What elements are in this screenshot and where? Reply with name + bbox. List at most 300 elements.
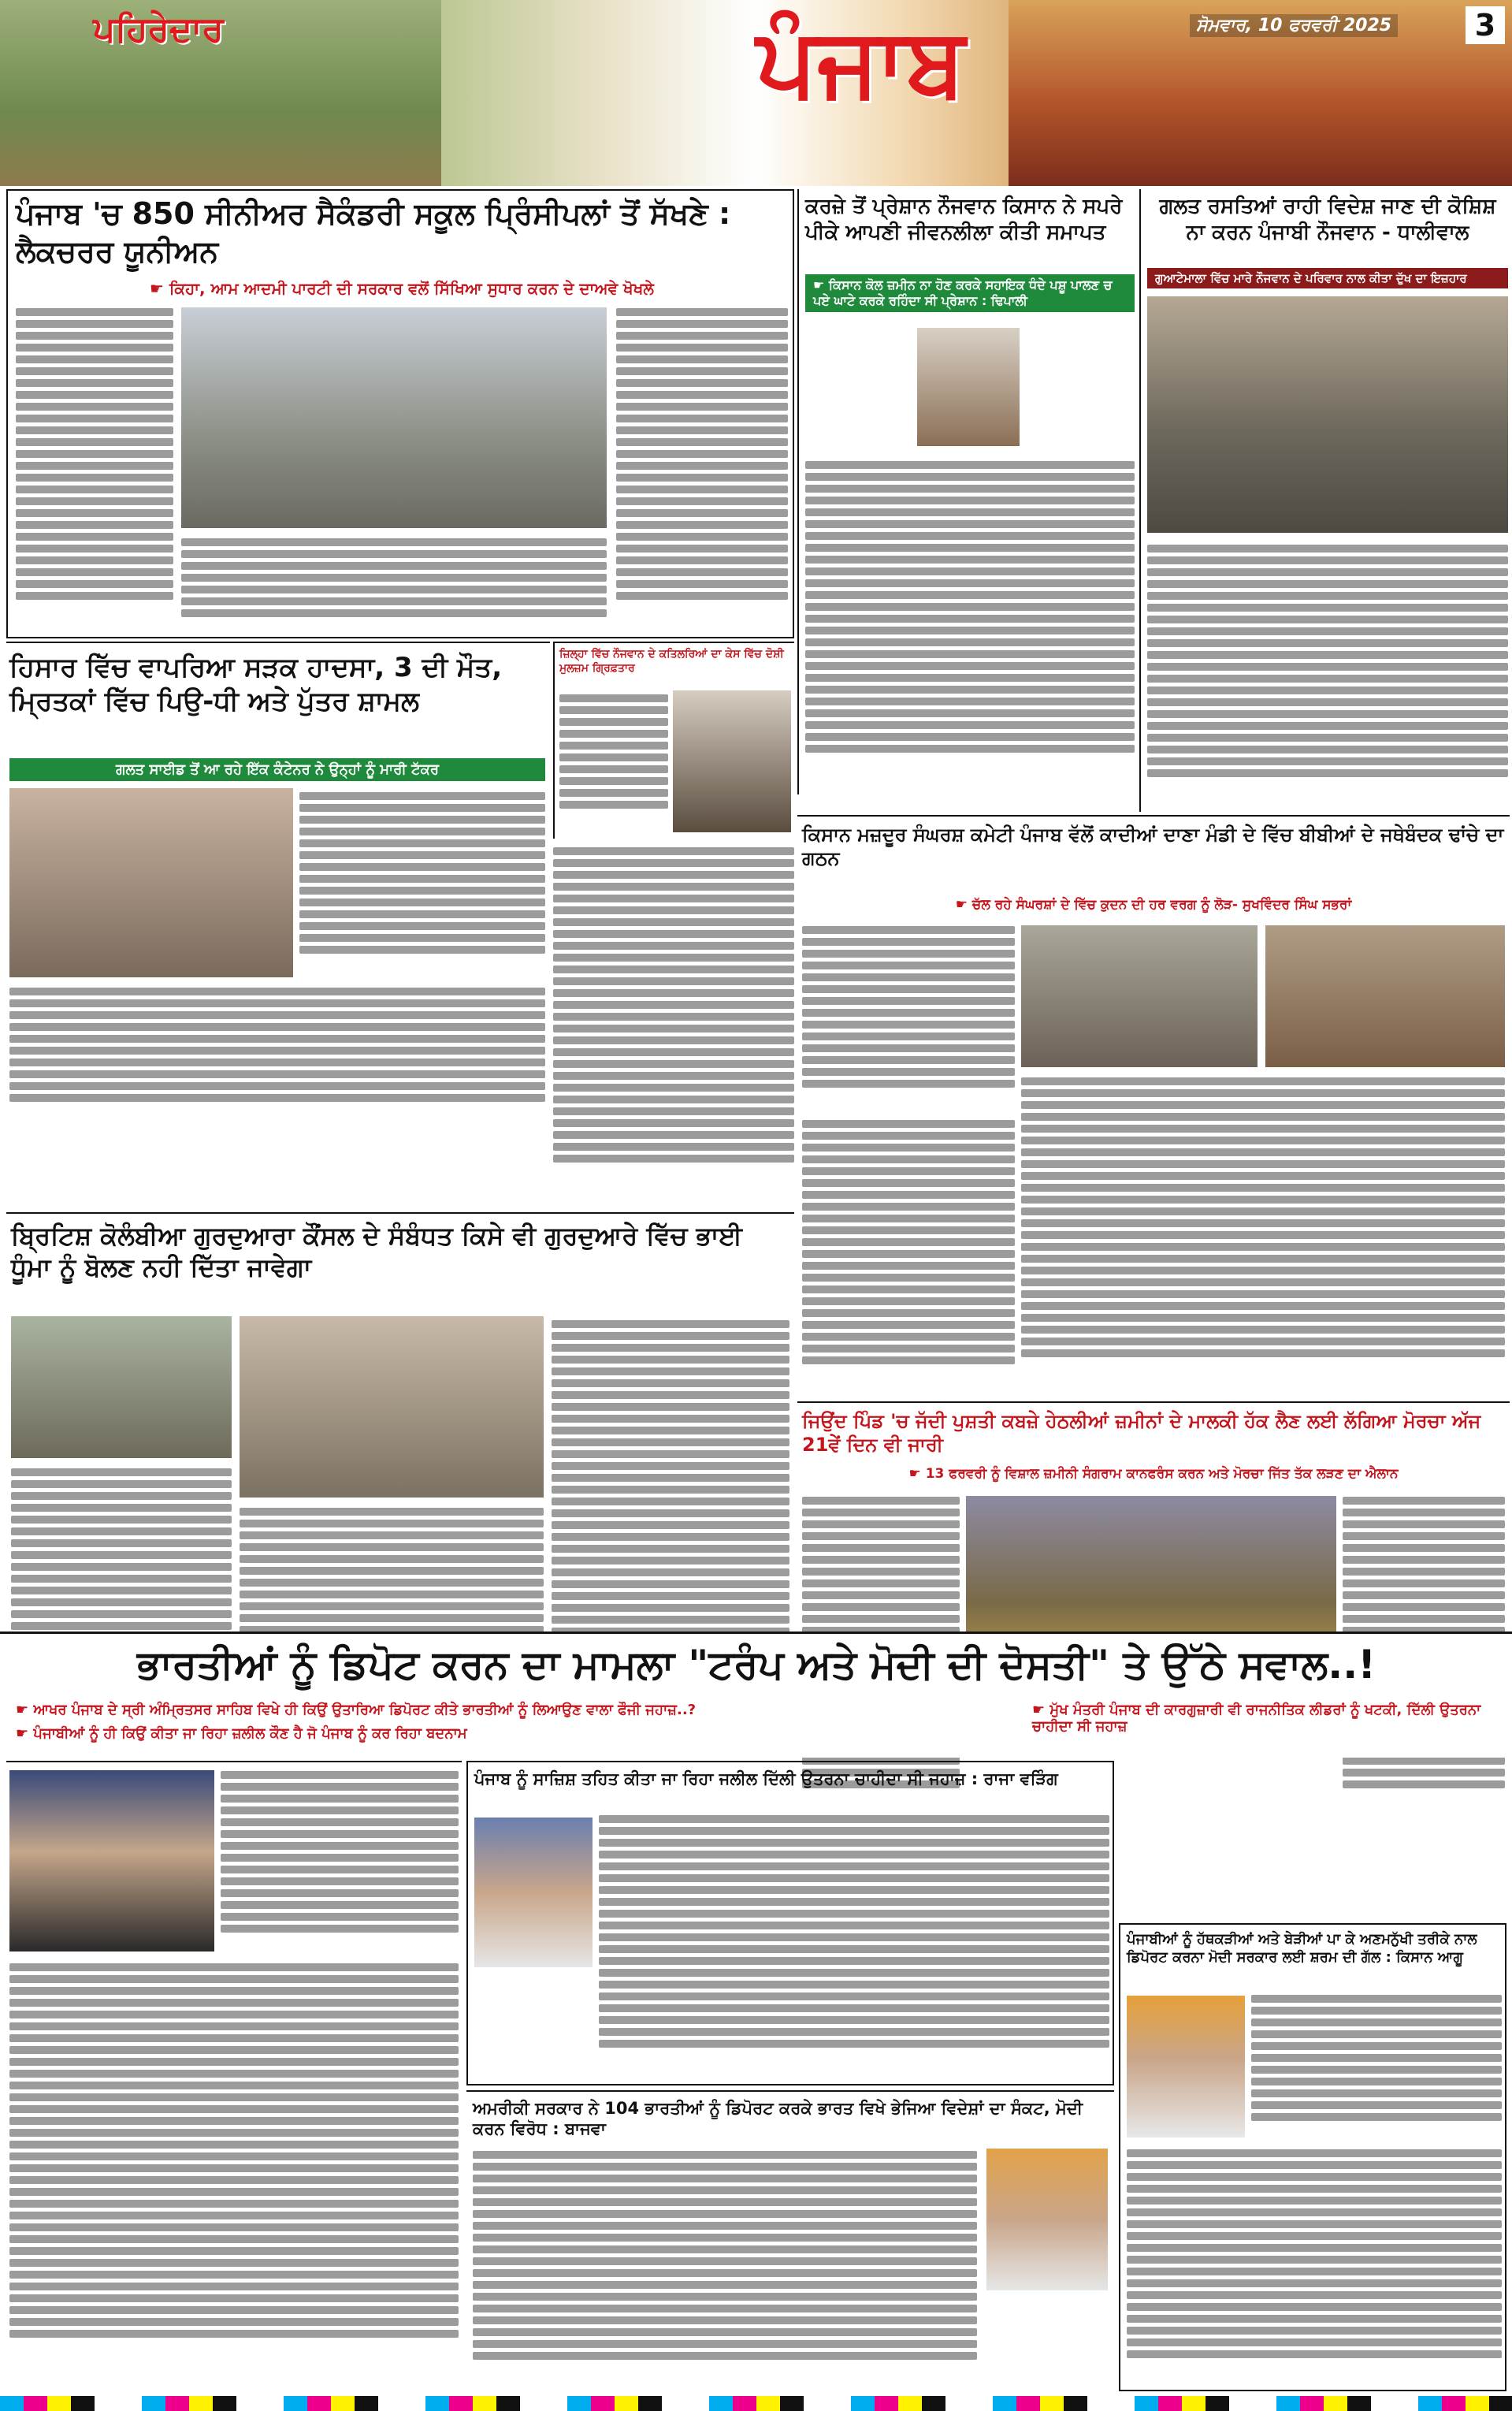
story-text-line <box>805 567 1135 575</box>
story-text-line <box>553 977 794 985</box>
story-text-line <box>1147 580 1508 588</box>
story-text-line <box>559 730 668 738</box>
story-text-line <box>1147 545 1508 553</box>
story-text-line <box>553 1072 794 1080</box>
story-text-line <box>802 1615 960 1623</box>
story-text-line <box>473 2245 977 2253</box>
story-text-line <box>299 839 545 847</box>
story-text-line <box>1021 1148 1505 1156</box>
story-text-line <box>9 2259 459 2267</box>
story-text-line <box>553 954 794 962</box>
story-text-line <box>16 486 173 493</box>
story-text-line <box>16 391 173 399</box>
story-text-line <box>616 308 788 316</box>
story-text-line <box>553 1131 794 1139</box>
story-text-line <box>802 1215 1015 1222</box>
story-photo-portrait <box>986 2149 1108 2290</box>
story-text-line <box>599 1874 1109 1882</box>
story-photo-river <box>240 1316 544 1498</box>
story-text-line <box>299 863 545 871</box>
story-text-line <box>9 1094 545 1102</box>
story-text-line <box>552 1320 789 1328</box>
story-text-line <box>1147 604 1508 612</box>
story-text-line <box>552 1356 789 1364</box>
story-text-line <box>1343 1769 1505 1777</box>
story-text-line <box>616 426 788 434</box>
story-text-line <box>553 966 794 973</box>
story-strap: ☛ ਕਿਹਾ, ਆਮ ਆਦਮੀ ਪਾਰਟੀ ਦੀ ਸਰਕਾਰ ਵਲੋਂ ਸਿੱਖਿਆ ਸੁਧਾਰ ਕਰਨ ਦੇ ਦਾਅਵੇ ਖੋਖਲੇ <box>16 276 788 301</box>
story-text-line <box>9 2117 459 2125</box>
story-text-line <box>599 1898 1109 1906</box>
story-strap: ☛ ਕਿਸਾਨ ਕੋਲ ਜ਼ਮੀਨ ਨਾ ਹੋਣ ਕਰਕੇ ਸਹਾਇਕ ਧੰਦੇ ਪਸ਼ੂ ਪਾਲਣ ਚ ਪਏ ਘਾਟੇ ਕਰਕੇ ਰਹਿੰਦਾ ਸੀ ਪ੍ਰੇਸ਼ਾਨ : ਢਿਪਾਲੀ <box>805 274 1135 312</box>
story-text-line <box>9 2330 459 2338</box>
story-text-line <box>1021 1125 1505 1133</box>
story-text-line <box>559 753 668 761</box>
story-text-line <box>473 2316 977 2324</box>
story-text-line <box>552 1391 789 1399</box>
story-text-line <box>553 1155 794 1163</box>
story-text-line <box>221 1795 459 1803</box>
story-text-line <box>616 568 788 576</box>
story-text-line <box>805 473 1135 481</box>
story-hisar-accident <box>6 642 550 1209</box>
story-text-line <box>552 1486 789 1494</box>
story-text-line <box>299 946 545 954</box>
story-text-line <box>1127 2161 1502 2169</box>
story-text-line <box>599 2016 1109 2024</box>
story-text-line <box>552 1580 789 1588</box>
story-text-line <box>1343 1556 1505 1564</box>
story-text-line <box>473 2328 977 2336</box>
story-text-line <box>805 591 1135 599</box>
story-text-line <box>1147 627 1508 635</box>
story-text-line <box>9 2283 459 2290</box>
story-text-line <box>616 391 788 399</box>
story-text-line <box>16 344 173 352</box>
story-text-line <box>1343 1568 1505 1576</box>
story-text-line <box>299 875 545 883</box>
story-text-line <box>11 1527 232 1535</box>
story-photo-family <box>9 788 293 977</box>
story-text-line <box>16 497 173 505</box>
story-text-line <box>1147 757 1508 765</box>
story-text-line <box>802 1544 960 1552</box>
story-text-line <box>805 603 1135 611</box>
story-text-line <box>1147 663 1508 671</box>
story-text-line <box>1251 1995 1502 2003</box>
story-text-line <box>553 906 794 914</box>
story-headline: ਜਿਉਂਦ ਪਿੰਡ 'ਚ ਜੱਦੀ ਪੁਸ਼ਤੀ ਕਬਜ਼ੇ ਹੇਠਲੀਆਂ ਜ਼ਮੀਨਾਂ ਦੇ ਮਾਲਕੀ ਹੱਕ ਲੈਣ ਲਈ ਲੱਗਿਆ ਮੋਰਚਾ ਅੱਜ 21ਵੇਂ ਦਿਨ ਵੀ ਜਾਰੀ <box>802 1410 1481 1456</box>
story-text-line <box>802 1333 1015 1341</box>
story-text-line <box>221 1854 459 1862</box>
story-text-line <box>599 1815 1109 1823</box>
story-text-line <box>9 1070 545 1078</box>
story-text-line <box>1127 2268 1502 2275</box>
story-text-line <box>802 950 1015 958</box>
story-text-line <box>9 2223 459 2231</box>
story-headline: ਪੰਜਾਬ ਨੂੰ ਸਾਜ਼ਿਸ਼ ਤਹਿਤ ਕੀਤਾ ਜਾ ਰਿਹਾ ਜਲੀਲ ਦਿੱਲੀ ਉਤਰਨਾ ਚਾਹੀਦਾ ਸੀ ਜਹਾਜ਼ : ਰਾਜਾ ਵੜਿੰਗ <box>474 1769 1058 1788</box>
story-text-line <box>616 521 788 529</box>
story-text-line <box>1251 2054 1502 2062</box>
masthead-title: ਪੰਜਾਬ <box>756 8 965 117</box>
story-text-line <box>1147 769 1508 777</box>
story-text-line <box>552 1474 789 1482</box>
story-text-line <box>1251 2066 1502 2074</box>
story-photo <box>1147 296 1508 533</box>
story-text-line <box>552 1344 789 1352</box>
story-text-line <box>802 1309 1015 1317</box>
story-body-right-of-photo <box>221 1767 459 1953</box>
story-text-line <box>9 2188 459 2196</box>
story-text-line <box>9 2152 459 2160</box>
story-text-line <box>299 899 545 906</box>
story-text-line <box>599 1933 1109 1941</box>
story-text-line <box>802 926 1015 934</box>
story-text-line <box>221 1806 459 1814</box>
story-text-line <box>553 859 794 867</box>
story-text-line <box>802 997 1015 1005</box>
story-text-line <box>473 2210 977 2218</box>
story-text-line <box>553 1119 794 1127</box>
story-text-line <box>802 1068 1015 1076</box>
story-text-line <box>802 1056 1015 1064</box>
story-text-line <box>16 415 173 422</box>
story-text-line <box>299 910 545 918</box>
story-photo-portrait <box>1127 1996 1245 2138</box>
story-body-left-continued <box>802 1116 1015 1398</box>
story-text-line <box>1127 2256 1502 2264</box>
story-text-line <box>1127 2279 1502 2287</box>
story-text-line <box>802 1132 1015 1140</box>
story-text-line <box>805 698 1135 705</box>
story-text-line <box>616 545 788 553</box>
story-text-line <box>16 450 173 458</box>
story-text-line <box>802 1603 960 1611</box>
story-text-line <box>1343 1615 1505 1623</box>
story-text-line <box>616 403 788 411</box>
story-text-line <box>599 1922 1109 1929</box>
story-text-line <box>299 851 545 859</box>
story-text-line <box>1021 1172 1505 1180</box>
story-text-line <box>9 2058 459 2066</box>
story-text-line <box>473 2222 977 2230</box>
story-text-line <box>805 461 1135 469</box>
story-text-line <box>16 438 173 446</box>
story-text-line <box>299 828 545 835</box>
story-text-line <box>181 550 607 558</box>
story-text-line <box>1127 2327 1502 2335</box>
story-text-line <box>181 538 607 546</box>
story-text-line <box>9 2070 459 2078</box>
story-text-line <box>11 1575 232 1583</box>
story-bc-gurdwara <box>6 1212 794 1693</box>
story-text-line <box>1147 698 1508 706</box>
banner-strap-1: ☛ ਆਖਰ ਪੰਜਾਬ ਦੇ ਸ੍ਰੀ ਅੰਮ੍ਰਿਤਸਰ ਸਾਹਿਬ ਵਿਖੇ ਹੀ ਕਿਉਂ ਉਤਾਰਿਆ ਡਿਪੋਰਟ ਕੀਤੇ ਭਾਰਤੀਆਂ ਨੂੰ ਲਿਆਉਣ ਵਾਲਾ ਫੌਜੀ ਜਹਾਜ਼..? <box>16 1702 697 1718</box>
story-text-line <box>473 2305 977 2312</box>
story-text-line <box>559 765 668 773</box>
story-text-line <box>1343 1532 1505 1540</box>
story-text-line <box>802 1167 1015 1175</box>
story-text-line <box>1343 1497 1505 1505</box>
story-text-line <box>802 1321 1015 1329</box>
masthead <box>0 0 1512 186</box>
story-text-line <box>559 789 668 797</box>
story-text-line <box>1343 1579 1505 1587</box>
story-text-line <box>802 1356 1015 1364</box>
story-text-line <box>553 1048 794 1056</box>
story-text-line <box>16 545 173 553</box>
story-text-line <box>616 355 788 363</box>
story-text-line <box>805 721 1135 729</box>
story-text-line <box>1147 722 1508 730</box>
story-body-left <box>16 304 173 635</box>
story-text-line <box>552 1521 789 1529</box>
story-text-line <box>1147 592 1508 600</box>
story-text-line <box>802 1032 1015 1040</box>
story-text-line <box>599 1945 1109 1953</box>
story-text-line <box>1251 2089 1502 2097</box>
story-text-line <box>1147 734 1508 742</box>
story-text-line <box>599 2028 1109 2036</box>
story-text-line <box>16 379 173 387</box>
story-text-line <box>552 1462 789 1470</box>
story-raja-warring <box>466 1761 1114 2085</box>
story-body-right <box>616 304 788 635</box>
story-text-line <box>240 1543 544 1551</box>
story-text-line <box>9 1975 459 1983</box>
story-headline: ਅਮਰੀਕੀ ਸਰਕਾਰ ਨੇ 104 ਭਾਰਤੀਆਂ ਨੂੰ ਡਿਪੋਰਟ ਕਰਕੇ ਭਾਰਤ ਵਿਖੇ ਭੇਜਿਆ ਵਿਦੇਸ਼ਾਂ ਦਾ ਸੰਕਟ, ਮੋਦੀ ਕਰਨ ਵਿਰੋਧ : ਬਾਜਵਾ <box>473 2099 1083 2139</box>
story-text-line <box>616 486 788 493</box>
story-text-line <box>1021 1077 1505 1085</box>
story-text-line <box>9 2176 459 2184</box>
story-text-line <box>805 638 1135 646</box>
story-text-line <box>1021 1137 1505 1144</box>
story-text-line <box>16 533 173 541</box>
story-text-line <box>802 1120 1015 1128</box>
story-text-line <box>559 694 668 702</box>
story-text-line <box>1127 2232 1502 2240</box>
story-text-line <box>553 895 794 902</box>
story-text-line <box>802 985 1015 993</box>
story-text-line <box>802 1009 1015 1017</box>
story-headline: ਕਿਸਾਨ ਮਜ਼ਦੂਰ ਸੰਘਰਸ਼ ਕਮੇਟੀ ਪੰਜਾਬ ਵੱਲੋਂ ਕਾਦੀਆਂ ਦਾਣਾ ਮੰਡੀ ਦੇ ਵਿੱਚ ਬੀਬੀਆਂ ਦੇ ਜਥੇਬੰਦਕ ਢਾਂਚੇ ਦਾ ਗਠਨ <box>802 824 1504 869</box>
story-text-line <box>181 609 607 617</box>
story-text-line <box>802 1556 960 1564</box>
story-text-line <box>805 733 1135 741</box>
story-text-line <box>616 344 788 352</box>
story-text-line <box>1343 1544 1505 1552</box>
story-text-line <box>11 1551 232 1559</box>
story-text-line <box>1147 639 1508 647</box>
story-text-line <box>599 1827 1109 1835</box>
story-text-line <box>240 1520 544 1527</box>
story-text-line <box>9 1999 459 2007</box>
page-number: 3 <box>1466 6 1505 44</box>
story-text-line <box>473 2352 977 2360</box>
story-text-line <box>616 474 788 482</box>
story-body <box>1147 541 1508 806</box>
story-text-line <box>553 930 794 938</box>
story-text-line <box>299 887 545 895</box>
story-text-line <box>1147 710 1508 718</box>
story-headline: ਬ੍ਰਿਟਿਸ਼ ਕੋਲੰਬੀਆ ਗੁਰਦੁਆਰਾ ਕੌਂਸਲ ਦੇ ਸੰਬੰਧਤ ਕਿਸੇ ਵੀ ਗੁਰਦੁਆਰੇ ਵਿੱਚ ਭਾਈ ਧੂੰਮਾ ਨੂੰ ਬੋਲਣ ਨਹੀ ਦਿੱਤਾ ਜਾਵੇਗਾ <box>11 1221 742 1282</box>
story-text-line <box>240 1508 544 1516</box>
story-text-line <box>299 792 545 800</box>
story-text-line <box>9 2247 459 2255</box>
story-text-line <box>9 2082 459 2089</box>
story-text-line <box>599 1886 1109 1894</box>
story-text-line <box>9 1035 545 1043</box>
story-text-line <box>221 1842 459 1850</box>
story-text-line <box>9 1987 459 1995</box>
story-text-line <box>802 938 1015 946</box>
story-text-line <box>805 615 1135 623</box>
masthead-brand: ਪਹਿਰੇਦਾਰ <box>93 9 224 50</box>
story-text-line <box>805 745 1135 753</box>
story-strap: ਗਲਤ ਸਾਈਡ ਤੋਂ ਆ ਰਹੇ ਇੱਕ ਕੰਟੇਨਰ ਨੇ ਉਨ੍ਹਾਂ ਨੂੰ ਮਾਰੀ ਟੱਕਰ <box>9 758 545 781</box>
story-text-line <box>16 580 173 588</box>
story-text-line <box>1127 2303 1502 2311</box>
story-strap: ਗੁਆਟੇਮਾਲਾ ਵਿੱਚ ਮਾਰੇ ਨੌਜਵਾਨ ਦੇ ਪਰਿਵਾਰ ਨਾਲ ਕੀਤਾ ਦੁੱਖ ਦਾ ਇਜ਼ਹਾਰ <box>1147 268 1508 288</box>
story-text-line <box>616 462 788 470</box>
story-text-line <box>805 532 1135 540</box>
story-text-line <box>1127 2149 1502 2157</box>
story-photo-group <box>11 1316 232 1458</box>
story-text-line <box>1021 1207 1505 1215</box>
story-text-line <box>9 1963 459 1971</box>
story-photo <box>181 307 607 528</box>
story-text-line <box>9 999 545 1007</box>
story-text-line <box>552 1367 789 1375</box>
story-photo-portrait <box>917 328 1020 446</box>
story-headline: ਹਿਸਾਰ ਵਿੱਚ ਵਾਪਰਿਆ ਸੜਕ ਹਾਦਸਾ, 3 ਦੀ ਮੌਤ, ਮ੍ਰਿਤਕਾਂ ਵਿੱਚ ਪਿਉ-ਧੀ ਅਤੇ ਪੁੱਤਰ ਸ਼ਾਮਲ <box>9 652 503 717</box>
story-text-line <box>802 1155 1015 1163</box>
story-body <box>473 2147 977 2383</box>
story-text-line <box>240 1579 544 1587</box>
story-text-line <box>802 962 1015 969</box>
story-text-line <box>1343 1520 1505 1528</box>
story-text-line <box>599 2004 1109 2012</box>
story-text-line <box>1147 616 1508 623</box>
story-text-line <box>805 709 1135 717</box>
story-text-line <box>802 1497 960 1505</box>
story-text-line <box>616 367 788 375</box>
story-text-line <box>616 450 788 458</box>
story-text-line <box>16 592 173 600</box>
story-text-line <box>553 1096 794 1103</box>
story-text-line <box>1127 2291 1502 2299</box>
story-text-line <box>802 1345 1015 1352</box>
story-text-line <box>181 586 607 593</box>
story-text-line <box>11 1563 232 1571</box>
story-text-line <box>221 1818 459 1826</box>
story-headline: ਜ਼ਿਲ੍ਹਾ ਵਿੱਚ ਨੌਜਵਾਨ ਦੇ ਕਤਿਲਰਿਆਂ ਦਾ ਕੇਸ ਵਿੱਚ ਦੋਸ਼ੀ ਮੁਲਜ਼ਮ ਗ੍ਰਿਫ਼ਤਾਰ <box>559 648 784 675</box>
story-text-line <box>16 474 173 482</box>
story-text-line <box>473 2175 977 2182</box>
story-text-line <box>9 1059 545 1066</box>
story-text-line <box>1127 2197 1502 2205</box>
story-text-line <box>802 1021 1015 1029</box>
story-text-line <box>1021 1290 1505 1298</box>
story-text-line <box>11 1598 232 1606</box>
story-text-line <box>473 2186 977 2194</box>
story-text-line <box>552 1568 789 1576</box>
story-text-line <box>11 1539 232 1547</box>
story-text-line <box>616 592 788 600</box>
story-text-line <box>181 562 607 570</box>
story-text-line <box>553 883 794 891</box>
story-text-line <box>553 871 794 879</box>
story-text-line <box>16 367 173 375</box>
story-kisan-leader <box>1119 1923 1506 2391</box>
story-text-line <box>16 426 173 434</box>
banner-strap-3: ☛ ਪੰਜਾਬੀਆਂ ਨੂੰ ਹੀ ਕਿਉਂ ਕੀਤਾ ਜਾ ਰਿਹਾ ਜ਼ਲੀਲ ਕੌਣ ਹੈ ਜੋ ਪੰਜਾਬ ਨੂੰ ਕਰ ਰਿਹਾ ਬਦਨਾਮ <box>16 1725 467 1742</box>
story-text-line <box>221 1866 459 1873</box>
story-text-line <box>1127 2185 1502 2193</box>
story-text-line <box>1251 2007 1502 2015</box>
story-text-line <box>1127 2173 1502 2181</box>
story-text-line <box>552 1403 789 1411</box>
story-text-line <box>473 2163 977 2171</box>
story-text-line <box>1021 1255 1505 1263</box>
story-text-line <box>9 2034 459 2042</box>
story-text-line <box>805 544 1135 552</box>
story-text-line <box>9 2141 459 2149</box>
story-photo-portrait <box>474 1818 593 1967</box>
story-text-line <box>16 462 173 470</box>
story-text-line <box>16 332 173 340</box>
story-text-line <box>16 403 173 411</box>
story-text-line <box>221 1783 459 1791</box>
story-text-line <box>559 801 668 809</box>
story-text-line <box>552 1592 789 1600</box>
story-text-line <box>9 2271 459 2279</box>
story-text-line <box>1147 686 1508 694</box>
story-text-line <box>221 1877 459 1885</box>
story-text-line <box>1343 1757 1505 1765</box>
story-text-line <box>16 320 173 328</box>
story-text-line <box>9 1047 545 1055</box>
story-text-line <box>240 1614 544 1622</box>
story-text-line <box>616 509 788 517</box>
story-body <box>9 1959 459 2385</box>
story-text-line <box>1147 556 1508 564</box>
story-text-line <box>1343 1591 1505 1599</box>
story-text-line <box>299 922 545 930</box>
story-text-line <box>9 2022 459 2030</box>
story-headline: ਕਰਜ਼ੇ ਤੋਂ ਪ੍ਰੇਸ਼ਾਨ ਨੌਜਵਾਨ ਕਿਸਾਨ ਨੇ ਸਪਰੇ ਪੀਕੇ ਆਪਣੀ ਜੀਵਨਲੀਲਾ ਕੀਤੀ ਸਮਾਪਤ <box>805 195 1123 244</box>
story-text-line <box>553 942 794 950</box>
story-strap: ☛ ਚੱਲ ਰਹੇ ਸੰਘਰਸ਼ਾਂ ਦੇ ਵਿੱਚ ਕੁਦਨ ਦੀ ਹਰ ਵਰਗ ਨੂੰ ਲੋੜ- ਸੁਖਵਿੰਦਰ ਸਿੰਘ ਸਭਰਾਂ <box>802 894 1505 916</box>
story-text-line <box>805 485 1135 493</box>
story-text-line <box>1127 2350 1502 2358</box>
story-text-line <box>599 1957 1109 1965</box>
story-text-line <box>221 1925 459 1933</box>
story-text-line <box>805 508 1135 516</box>
story-text-line <box>9 1011 545 1019</box>
story-text-line <box>1021 1160 1505 1168</box>
story-text-line <box>553 847 794 855</box>
story-text-line <box>1127 2244 1502 2252</box>
story-body <box>299 788 545 977</box>
story-text-line <box>616 556 788 564</box>
story-bajwa <box>466 2090 1114 2391</box>
story-text-line <box>9 2164 459 2172</box>
story-text-line <box>1343 1509 1505 1516</box>
story-text-line <box>181 574 607 582</box>
story-text-line <box>616 320 788 328</box>
story-photo-portrait <box>673 690 791 832</box>
